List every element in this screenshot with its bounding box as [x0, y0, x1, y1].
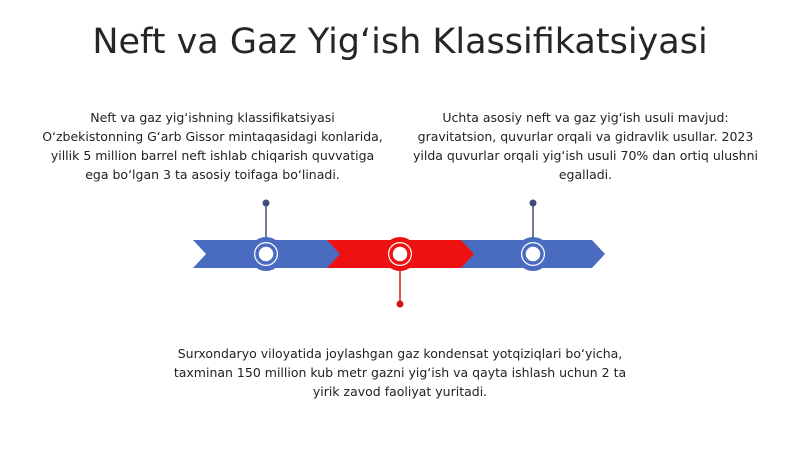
- milestone-3: [516, 237, 550, 271]
- connector-center: [397, 268, 404, 308]
- text-left: Neft va gaz yig‘ishning klassifikatsiyasi O‘zbekistonning G‘arb Gissor mintaqasidagi konlarida, yillik 5 million barrel neft ishlab chiqarish quvvatiga ega bo‘lgan 3 ta asosiy toifaga bo‘linadi.: [42, 110, 383, 182]
- milestone-2: [383, 237, 417, 271]
- text-bottom: Surxondaryo viloyatida joylashgan gaz kondensat yotqiziqlari bo‘yicha, taxminan 150 million kub metr gazni yig‘ish va qayta ishlash uchun 2 ta yirik zavod faoliyat yuritadi.: [173, 346, 627, 399]
- connector-left: [263, 200, 270, 241]
- slide-title: Neft va Gaz Yig‘ish Klassifikatsiyasi: [92, 22, 708, 62]
- connector-right: [530, 200, 537, 241]
- text-right: Uchta asosiy neft va gaz yig‘ish usuli mavjud: gravitatsion, quvurlar orqali va gidravlik usullar. 2023 yilda quvurlar orqali yig‘ish usuli 70% dan ortiq ulushni egalladi.: [413, 110, 758, 182]
- milestone-1: [249, 237, 283, 271]
